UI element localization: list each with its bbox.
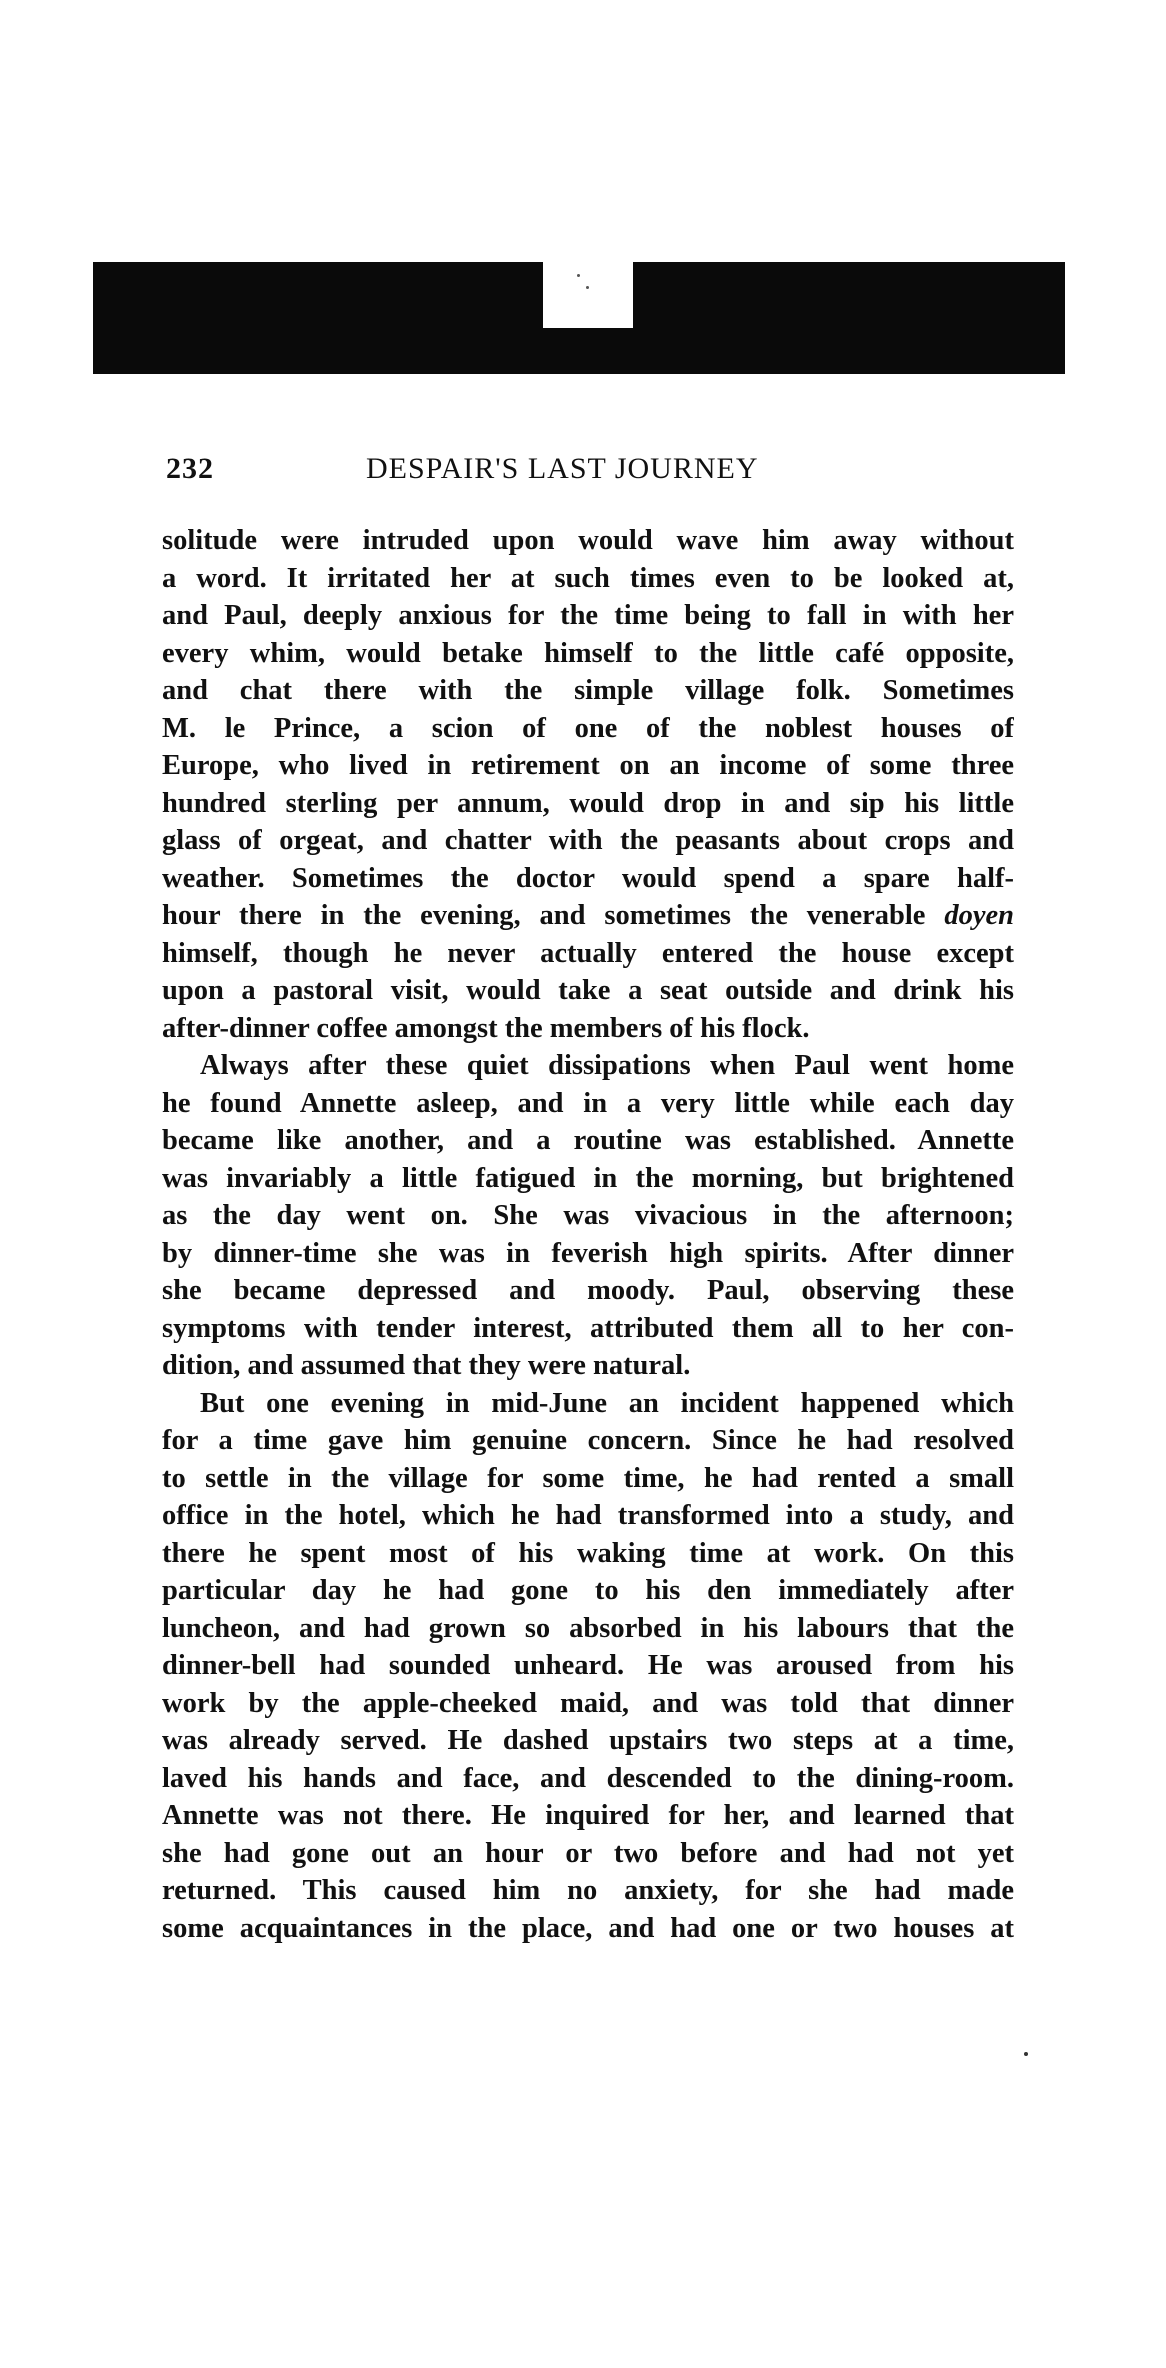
text-line: dition, and assumed that they were natural. [162, 1350, 691, 1381]
text-line: laved his hands and face, and descended to the dining-room. [162, 1762, 1014, 1794]
text-line: solitude were intruded upon would wave him away without [162, 525, 1014, 556]
text-line: particular day he had gone to his den immediately after [162, 1575, 1014, 1606]
running-head: DESPAIR'S LAST JOURNEY [366, 452, 759, 485]
text-line: was invariably a little fatigued in the morning, but brightened [162, 1162, 1014, 1194]
text-line: he found Annette asleep, and in a very little while each day [162, 1087, 1014, 1119]
text-line: there he spent most of his waking time at work. On this [162, 1537, 1014, 1569]
text-line: by dinner-time she was in feverish high spirits. After dinner [162, 1237, 1014, 1269]
text-line: luncheon, and had grown so absorbed in his labours that the [162, 1612, 1014, 1644]
text-line: Always after these quiet dissipations when Paul went home [200, 1050, 1014, 1081]
text-line: But one evening in mid-June an incident happened which [200, 1387, 1014, 1419]
scan-speck [586, 286, 589, 289]
paragraph [162, 1047, 1014, 1385]
text-line: a word. It irritated her at such times even to be looked at, [162, 562, 1014, 594]
text-line: hour there in the evening, and sometimes the venerable doyen [162, 900, 1014, 931]
text-line: weather. Sometimes the doctor would spend a spare half- [162, 862, 1014, 894]
scan-black-band [93, 262, 1065, 374]
text-line: and chat there with the simple village folk. Sometimes [162, 675, 1014, 706]
page-number: 232 [166, 452, 214, 485]
scan-notch [543, 262, 633, 328]
text-line: every whim, would betake himself to the little café opposite, [162, 637, 1014, 669]
text-line: she became depressed and moody. Paul, observing these [162, 1275, 1014, 1306]
text-line: was already served. He dashed upstairs two steps at a time, [162, 1725, 1014, 1756]
text-line: symptoms with tender interest, attributed them all to her con- [162, 1312, 1014, 1344]
text-line: work by the apple-cheeked maid, and was told that dinner [162, 1687, 1014, 1719]
italic-word: doyen [944, 900, 1014, 931]
body-text [162, 522, 1014, 1947]
text-line: office in the hotel, which he had transformed into a study, and [162, 1500, 1014, 1531]
text-line: hundred sterling per annum, would drop in and sip his little [162, 787, 1014, 819]
text-line: glass of orgeat, and chatter with the peasants about crops and [162, 825, 1014, 856]
text-line: for a time gave him genuine concern. Since he had resolved [162, 1425, 1014, 1456]
scan-speck [1024, 2052, 1028, 2056]
text-line: Annette was not there. He inquired for her, and learned that [162, 1800, 1014, 1831]
text-line: some acquaintances in the place, and had one or two houses at [162, 1912, 1014, 1944]
text-line: dinner-bell had sounded unheard. He was aroused from his [162, 1650, 1014, 1681]
text-line: returned. This caused him no anxiety, for she had made [162, 1875, 1014, 1906]
text-line: and Paul, deeply anxious for the time being to fall in with her [162, 600, 1014, 631]
text-line: after-dinner coffee amongst the members of his flock. [162, 1012, 810, 1044]
page-header [166, 452, 1016, 492]
text-line: as the day went on. She was vivacious in the afternoon; [162, 1200, 1014, 1231]
paragraph [162, 522, 1014, 1047]
text-line: became like another, and a routine was established. Annette [162, 1125, 1014, 1156]
text-line: himself, though he never actually entered the house except [162, 937, 1014, 969]
scan-speck [577, 274, 580, 277]
text-line: Europe, who lived in retirement on an income of some three [162, 750, 1014, 781]
text-line: she had gone out an hour or two before and had not yet [162, 1837, 1014, 1869]
text-line: upon a pastoral visit, would take a seat outside and drink his [162, 975, 1014, 1006]
paragraph [162, 1385, 1014, 1948]
text-line: to settle in the village for some time, he had rented a small [162, 1462, 1014, 1494]
text-line: M. le Prince, a scion of one of the noblest houses of [162, 712, 1014, 744]
